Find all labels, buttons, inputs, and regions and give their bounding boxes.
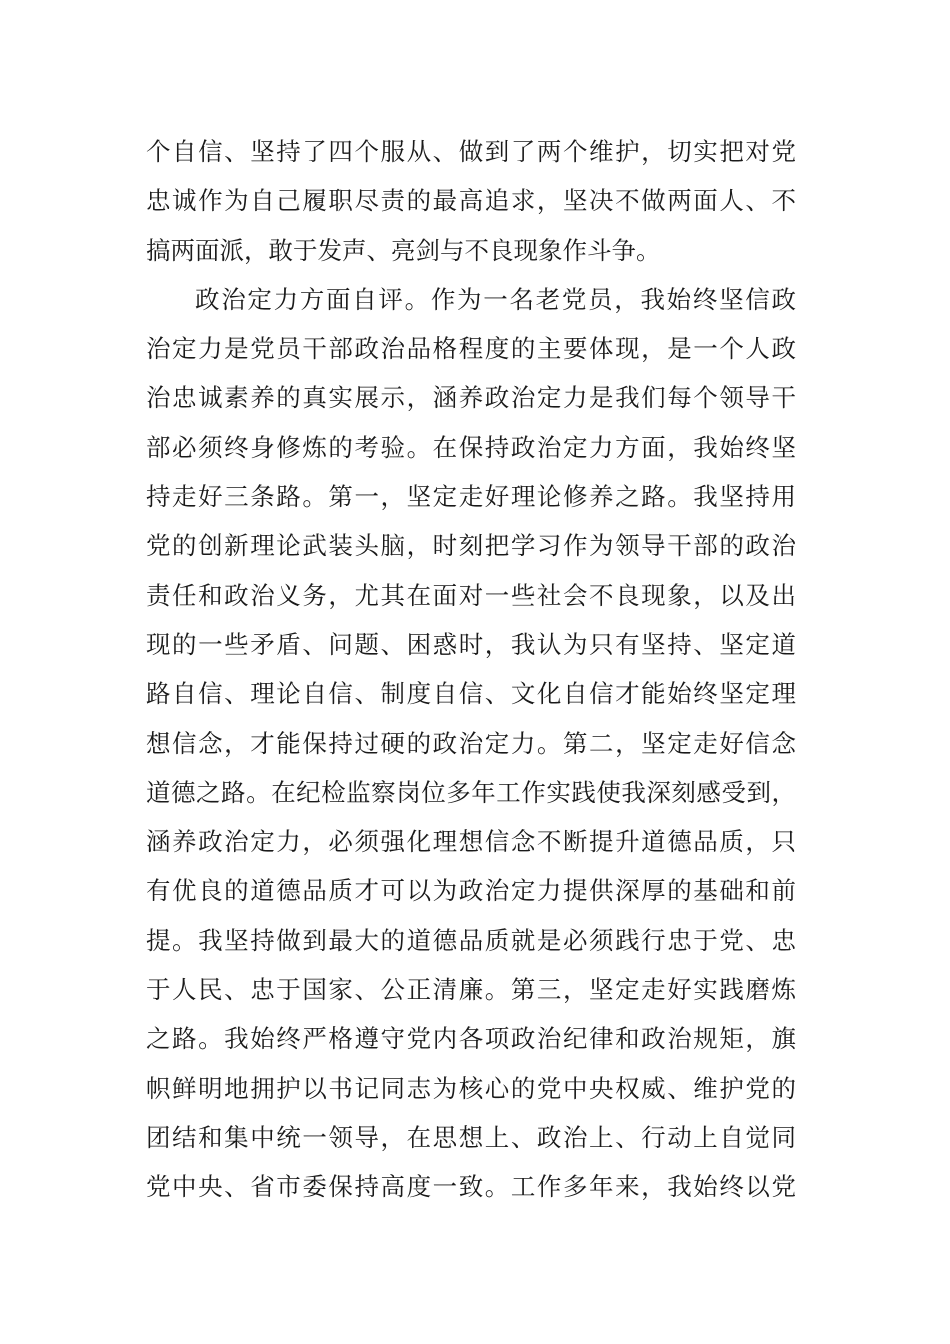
paragraph-line: 部必须终身修炼的考验。在保持政治定力方面，我始终坚 <box>146 432 796 462</box>
paragraph-line: 党中央、省市委保持高度一致。工作多年来，我始终以党 <box>146 1172 796 1202</box>
paragraph-line: 持走好三条路。第一，坚定走好理论修养之路。我坚持用 <box>146 482 796 512</box>
paragraph-line: 路自信、理论自信、制度自信、文化自信才能始终坚定理 <box>146 679 796 709</box>
body-text <box>146 127 796 1212</box>
paragraph-line: 有优良的道德品质才可以为政治定力提供深厚的基础和前 <box>146 876 796 906</box>
paragraph-line: 党的创新理论武装头脑，时刻把学习作为领导干部的政治 <box>146 531 796 561</box>
paragraph-line: 个自信、坚持了四个服从、做到了两个维护，切实把对党 <box>146 137 796 166</box>
paragraph-line: 提。我坚持做到最大的道德品质就是必须践行忠于党、忠 <box>146 925 796 955</box>
paragraph-line: 道德之路。在纪检监察岗位多年工作实践使我深刻感受到， <box>146 777 796 807</box>
paragraph-line: 于人民、忠于国家、公正清廉。第三，坚定走好实践磨炼 <box>146 975 796 1005</box>
paragraph-line: 想信念，才能保持过硬的政治定力。第二，坚定走好信念 <box>146 728 796 758</box>
paragraph-line: 治忠诚素养的真实展示，涵养政治定力是我们每个领导干 <box>146 383 796 413</box>
paragraph-line: 现的一些矛盾、问题、困惑时，我认为只有坚持、坚定道 <box>146 629 796 659</box>
paragraph-line: 帜鲜明地拥护以书记同志为核心的党中央权威、维护党的 <box>146 1073 796 1103</box>
paragraph-line: 治定力是党员干部政治品格程度的主要体现，是一个人政 <box>146 334 796 364</box>
paragraph-line: 团结和集中统一领导，在思想上、政治上、行动上自觉同 <box>146 1122 796 1152</box>
paragraph-line: 涵养政治定力，必须强化理想信念不断提升道德品质，只 <box>146 827 796 857</box>
paragraph-line: 政治定力方面自评。作为一名老党员，我始终坚信政 <box>195 284 796 314</box>
paragraph-line: 之路。我始终严格遵守党内各项政治纪律和政治规矩，旗 <box>146 1024 796 1054</box>
paragraph-line: 责任和政治义务，尤其在面对一些社会不良现象，以及出 <box>146 580 796 610</box>
paragraph-line: 搞两面派，敢于发声、亮剑与不良现象作斗争。 <box>146 235 661 265</box>
paragraph-line: 忠诚作为自己履职尽责的最高追求，坚决不做两面人、不 <box>146 186 796 216</box>
